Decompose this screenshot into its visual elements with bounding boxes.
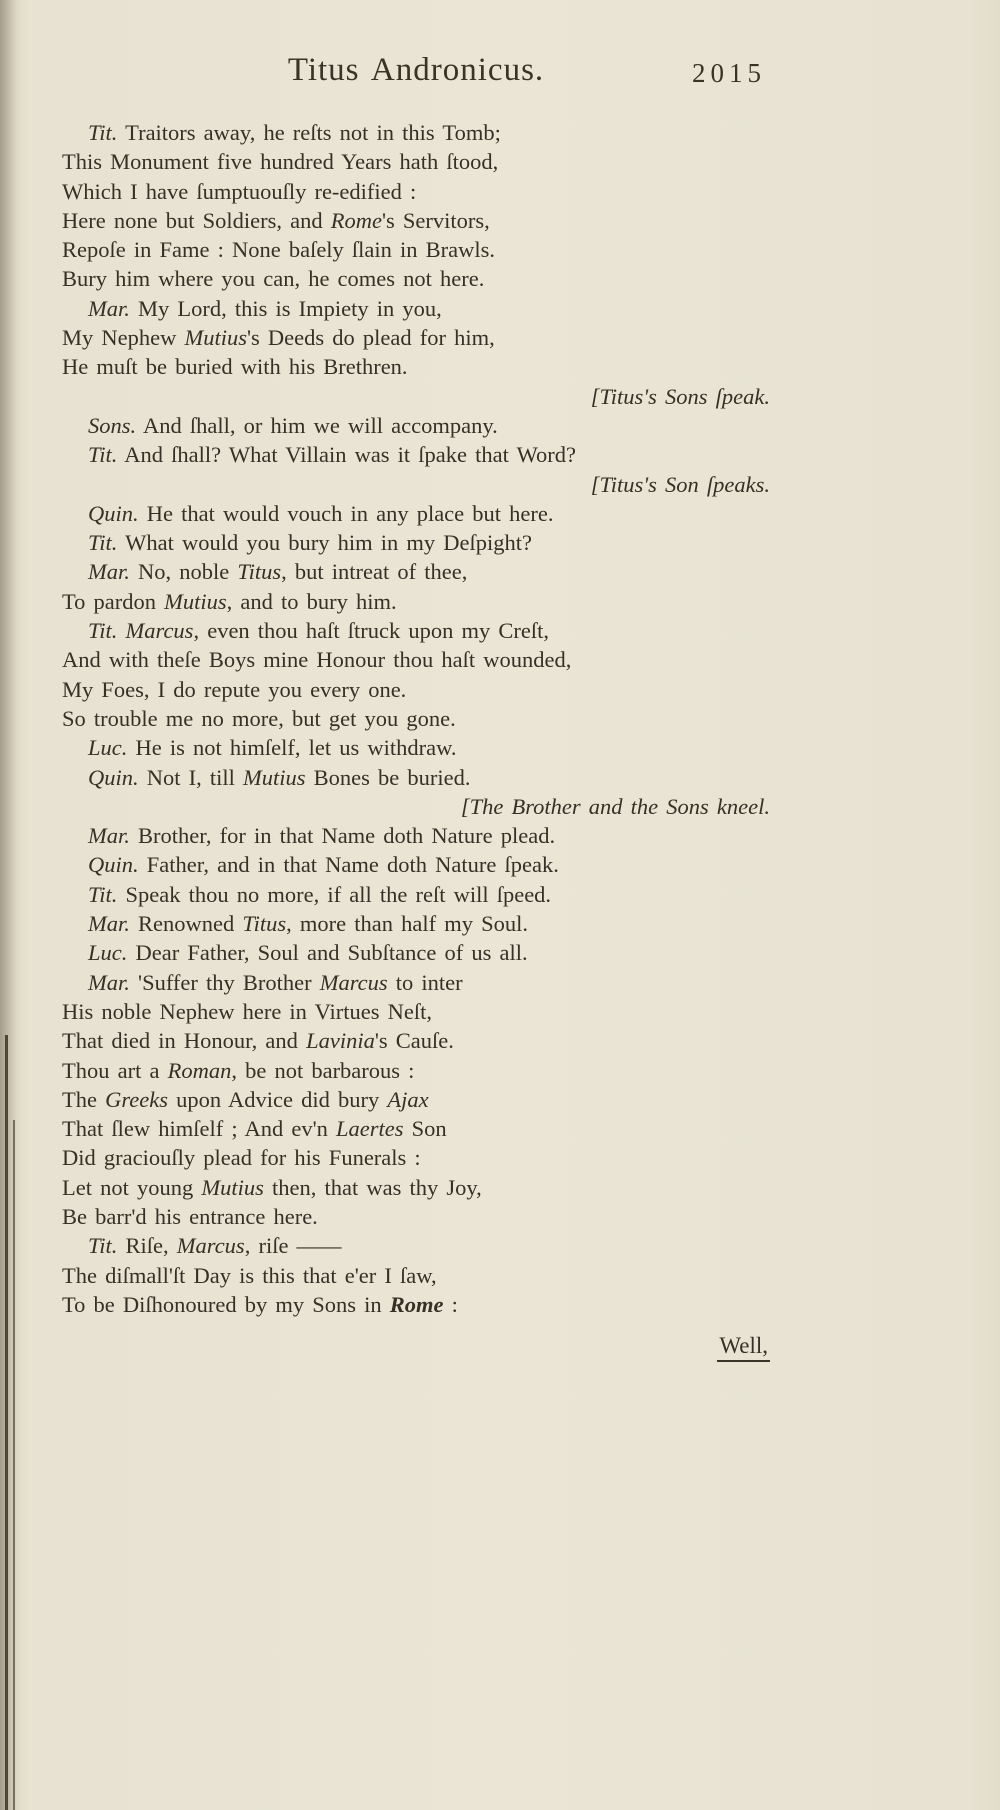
verse-line: So trouble me no more, but get you gone.	[62, 705, 456, 731]
verse-line: Tit. And ſhall? What Villain was it ſpake that Word?	[88, 442, 577, 468]
verse-line: Quin. Not I, till Mutius Bones be buried.	[88, 764, 471, 790]
verse-line: Thou art a Roman, be not barbarous :	[62, 1057, 415, 1083]
verse-line: Sons. And ſhall, or him we will accompany.	[88, 412, 498, 438]
gutter-line	[13, 1120, 15, 1810]
text-lines	[62, 118, 770, 1319]
verse-line: That died in Honour, and Lavinia's Cauſe.	[62, 1028, 454, 1054]
verse-line: Mar. No, noble Titus, but intreat of thee,	[88, 559, 468, 585]
verse-line: Luc. Dear Father, Soul and Subſtance of us all.	[88, 940, 528, 966]
verse-line: Be barr'd his entrance here.	[62, 1203, 318, 1229]
verse-line: Tit. What would you bury him in my Deſpight?	[88, 530, 532, 556]
page-header	[62, 52, 770, 114]
verse-line: Quin. He that would vouch in any place but here.	[88, 500, 554, 526]
verse-line: This Monument five hundred Years hath ſtood,	[62, 149, 499, 175]
verse-line: The Greeks upon Advice did bury Ajax	[62, 1086, 429, 1112]
page-number: 2015	[692, 58, 766, 88]
catchword-row	[62, 1333, 770, 1362]
gutter-line	[5, 1035, 8, 1810]
verse-line: The diſmall'ſt Day is this that e'er I ſaw,	[62, 1262, 437, 1288]
verse-line: Bury him where you can, he comes not here.	[62, 266, 485, 292]
verse-line: That ſlew himſelf ; And ev'n Laertes Son	[62, 1116, 447, 1142]
verse-line: Repoſe in Fame : None baſely ſlain in Brawls.	[62, 237, 496, 263]
verse-line: Mar. Renowned Titus, more than half my Soul.	[88, 911, 528, 937]
stage-direction: [Titus's Son ſpeaks.	[590, 471, 770, 497]
stage-direction: [The Brother and the Sons kneel.	[460, 793, 770, 819]
verse-line: He muſt be buried with his Brethren.	[62, 354, 408, 380]
verse-line: Luc. He is not himſelf, let us withdraw.	[88, 735, 457, 761]
verse-line: Did graciouſly plead for his Funerals :	[62, 1145, 421, 1171]
verse-line: To pardon Mutius, and to bury him.	[62, 588, 397, 614]
gutter-shadow	[0, 0, 22, 1810]
verse-line: Mar. Brother, for in that Name doth Nature plead.	[88, 823, 556, 849]
catchword: Well,	[717, 1333, 770, 1362]
verse-line: Mar. 'Suffer thy Brother Marcus to inter	[88, 969, 463, 995]
verse-line: Tit. Traitors away, he reſts not in this Tomb;	[88, 120, 501, 145]
stage-direction: [Titus's Sons ſpeak.	[590, 383, 770, 409]
verse-line: My Foes, I do repute you every one.	[62, 676, 407, 702]
verse-line: My Nephew Mutius's Deeds do plead for him,	[62, 325, 495, 351]
text-column	[62, 52, 770, 1362]
verse-line: Tit. Marcus, even thou haſt ſtruck upon my Creſt,	[88, 618, 550, 644]
verse-line: And with theſe Boys mine Honour thou haſt wounded,	[62, 647, 572, 673]
verse-line: Tit. Riſe, Marcus, riſe ——	[88, 1233, 342, 1259]
verse-line: Here none but Soldiers, and Rome's Servitors,	[62, 207, 490, 233]
page-title: Titus Andronicus.	[287, 52, 545, 88]
verse-line: Tit. Speak thou no more, if all the reſt will ſpeed.	[88, 881, 552, 907]
verse-line: To be Diſhonoured by my Sons in Rome :	[62, 1291, 458, 1317]
verse-line: Mar. My Lord, this is Impiety in you,	[88, 295, 442, 321]
verse-line: Which I have ſumptuouſly re-edified :	[62, 178, 417, 204]
verse-line: Let not young Mutius then, that was thy Joy,	[62, 1174, 482, 1200]
verse-line: His noble Nephew here in Virtues Neſt,	[62, 998, 433, 1024]
verse-line: Quin. Father, and in that Name doth Nature ſpeak.	[88, 852, 559, 878]
